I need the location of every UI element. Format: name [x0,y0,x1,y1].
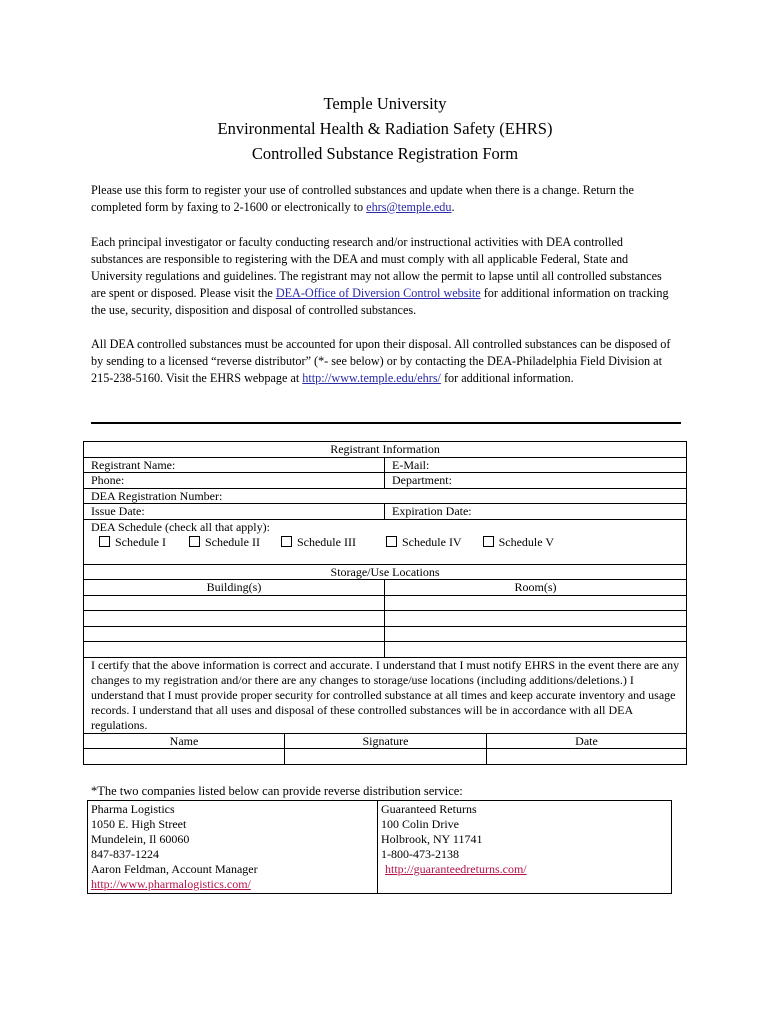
room-input[interactable] [385,611,687,627]
schedule-2-checkbox[interactable] [189,536,200,547]
schedule-5-checkbox[interactable] [483,536,494,547]
intro-text: All DEA controlled substances must be accounted for upon their disposal. All controlled substances can be disposed of by sending to a licensed “reverse distributor” (*- see below) or by contacting the DEA-Philadelphia Field Division at 215-238-5160. Visit the EHRS webpage at [91,337,671,385]
schedule-2-label: Schedule II [204,534,260,549]
intro-text-end: . [451,200,455,214]
dea-schedule-cell [84,519,687,564]
building-input[interactable] [84,626,385,642]
signature-date-header-cell [285,733,687,749]
schedule-1-label: Schedule I [115,534,166,549]
schedule-1-checkbox[interactable] [99,536,110,547]
building-input[interactable] [84,642,385,658]
reverse-distributor-table [87,800,672,894]
storage-section-header: Storage/Use Locations [84,564,687,580]
title-form-name: Controlled Substance Registration Form [251,144,519,163]
company-city: Holbrook, NY 11741 [381,832,483,846]
schedule-options [91,535,686,549]
certification-statement: I certify that the above information is correct and accurate. I understand that I must notify EHRS in the event there are any changes to my registration and/or there are any changes to storage/use locations (including additions/deletions.) I understand that I must provide proper security for controlled substance at all times and keep accurate inventory and usage records. I understand that all uses and disposal of these controlled substances will be in accordance with all DEA regulations. [84,657,687,733]
guaranteed-returns-link[interactable]: http://guaranteedreturns.com/ [385,862,527,876]
schedule-3-checkbox[interactable] [281,536,292,547]
ehrs-webpage-link[interactable]: http://www.temple.edu/ehrs/ [302,371,441,385]
company-pharma-logistics [88,801,378,894]
department-field[interactable]: Department: [385,473,687,489]
intro-text-end: for additional information on tracking the use, security, disposition and disposal of controlled substances. [91,286,669,317]
date-column-header: Date [575,733,598,748]
company-contact: Aaron Feldman, Account Manager [91,862,258,876]
buildings-header: Building(s) [84,580,385,596]
schedule-4-label: Schedule IV [401,534,462,549]
dea-registration-number-field[interactable]: DEA Registration Number: [84,488,687,504]
company-city: Mundelein, Il 60060 [91,832,190,846]
registration-table [83,441,687,765]
intro-text: Each principal investigator or faculty conducting research and/or instructional activities with DEA controlled substances are responsible to registering with the DEA and must comply with all applicable Federal, State and University regulations and guidelines. The registrant may not allow the permit to lapse until all controlled substances are spent or disposed. Please visit the [91,235,662,300]
schedule-2-option[interactable] [189,535,260,549]
issue-date-field[interactable]: Issue Date: [84,504,385,520]
room-input[interactable] [385,642,687,658]
company-guaranteed-returns [378,801,672,894]
email-field[interactable]: E-Mail: [385,457,687,473]
title-university: Temple University [323,94,447,113]
schedule-5-option[interactable] [483,535,554,549]
registrant-name-field[interactable]: Registrant Name: [84,457,385,473]
intro-text-end: for additional information. [440,371,574,385]
registrant-section-header: Registrant Information [84,442,687,458]
name-column-header: Name [84,733,285,749]
schedule-3-label: Schedule III [296,534,356,549]
name-input[interactable] [84,749,285,765]
company-street: 100 Colin Drive [381,817,459,831]
signature-input[interactable] [285,749,487,764]
company-phone: 847-837-1224 [91,847,159,861]
divider-line [91,422,681,424]
company-phone: 1-800-473-2138 [381,847,459,861]
date-input[interactable] [487,749,686,764]
intro-paragraph-2 [91,234,671,319]
schedule-1-option[interactable] [99,535,166,549]
building-input[interactable] [84,595,385,611]
dea-diversion-link[interactable]: DEA-Office of Diversion Control website [275,286,481,300]
ehrs-email-link[interactable]: ehrs@temple.edu [366,200,452,214]
signature-date-input-cell [285,749,687,765]
dea-schedule-label: DEA Schedule (check all that apply): [91,519,270,534]
schedule-4-checkbox[interactable] [386,536,397,547]
intro-paragraph-3 [91,336,671,387]
rooms-header: Room(s) [385,580,687,596]
room-input[interactable] [385,626,687,642]
schedule-5-label: Schedule V [498,534,555,549]
intro-text: Please use this form to register your use of controlled substances and update when there is a change. Return the completed form by faxing to 2-1600 or electronically to [91,183,634,214]
phone-field[interactable]: Phone: [84,473,385,489]
company-name: Pharma Logistics [91,802,175,816]
company-name: Guaranteed Returns [381,802,477,816]
title-department: Environmental Health & Radiation Safety (EHRS) [217,119,553,138]
company-street: 1050 E. High Street [91,817,187,831]
room-input[interactable] [385,595,687,611]
pharma-logistics-link[interactable]: http://www.pharmalogistics.com/ [91,877,251,891]
schedule-3-option[interactable] [281,535,356,549]
expiration-date-field[interactable]: Expiration Date: [385,504,687,520]
reverse-distributor-footnote: *The two companies listed below can provide reverse distribution service: [91,784,463,798]
building-input[interactable] [84,611,385,627]
intro-paragraph-1 [91,182,671,216]
schedule-4-option[interactable] [386,535,462,549]
signature-column-header: Signature [285,734,487,748]
